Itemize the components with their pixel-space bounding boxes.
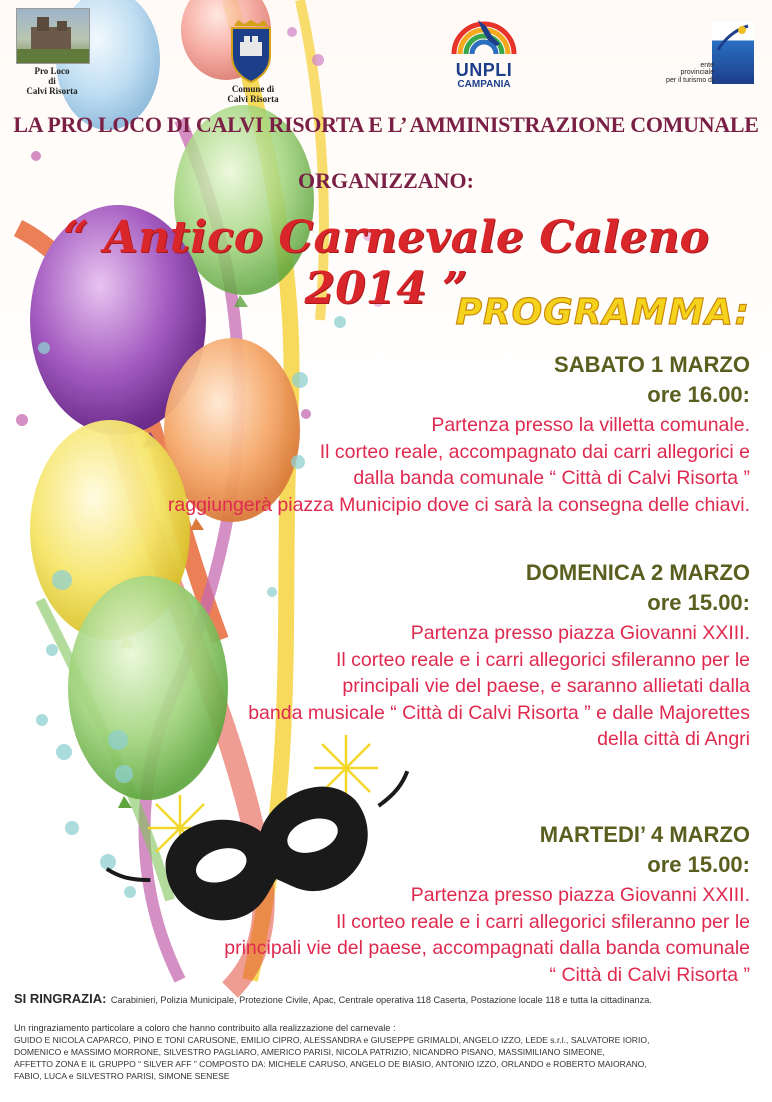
description-line: principali vie del paese, accompagnati dalla banda comunale bbox=[224, 937, 750, 959]
day-3-time: ore 15.00: bbox=[647, 852, 750, 877]
special-thanks-line: DOMENICO e MASSIMO MORRONE, SILVESTRO PAGLIARO, AMERICO PARISI, NICOLA PATRIZIO, NICANDRO PISANO, MASSIMILIANO SIMEONE, bbox=[14, 1047, 605, 1057]
special-thanks-line: FABIO, LUCA e SILVESTRO PARISI, SIMONE SENESE bbox=[14, 1071, 230, 1081]
description-line: dalla banda comunale “ Città di Calvi Risorta ” bbox=[353, 467, 750, 489]
comune-crest-logo bbox=[226, 20, 276, 84]
description-line: principali vie del paese, e saranno allietati dalla bbox=[342, 675, 750, 697]
day-3-description bbox=[224, 882, 750, 988]
description-line: Partenza presso piazza Giovanni XXIII. bbox=[410, 622, 750, 644]
description-line: raggiungerà piazza Municipio dove ci sarà la consegna delle chiavi. bbox=[167, 493, 750, 516]
ept-caption: ente provinciale per il turismo di Caserta bbox=[666, 62, 754, 85]
day-1-description bbox=[168, 412, 750, 518]
day-1-time: ore 16.00: bbox=[647, 382, 750, 407]
thanks-text: Carabinieri, Polizia Municipale, Protezione Civile, Apac, Centrale operativa 118 Caserta, Postazione locale 118 e tutta la cittadinanza. bbox=[110, 995, 652, 1005]
description-line: Il corteo reale, accompagnato dai carri allegorici e bbox=[319, 440, 750, 463]
thanks-label: SI RINGRAZIA: bbox=[14, 991, 107, 1006]
description-line: Partenza presso la villetta comunale. bbox=[431, 414, 750, 436]
day-2-date: DOMENICA 2 MARZO bbox=[525, 560, 750, 585]
organizzano-heading: ORGANIZZANO: bbox=[297, 168, 474, 193]
castle-icon bbox=[17, 9, 89, 63]
description-line: Il corteo reale e i carri allegorici sfileranno per le bbox=[335, 648, 750, 671]
unpli-region: CAMPANIA bbox=[457, 79, 511, 90]
special-thanks bbox=[14, 1022, 764, 1082]
unpli-logo bbox=[448, 12, 520, 92]
description-line: Partenza presso piazza Giovanni XXIII. bbox=[410, 884, 750, 906]
special-thanks-line: AFFETTO ZONA E IL GRUPPO “ SILVER AFF ” COMPOSTO DA: MICHELE CARUSO, ANGELO DE BIASIO, ANTONIO IZZO, ORLANDO e ROBERTO MAIORANO, bbox=[14, 1059, 647, 1069]
event-title: “ Antico Carnevale Caleno 2014 ” bbox=[63, 212, 709, 314]
description-line: “ Città di Calvi Risorta ” bbox=[549, 963, 750, 986]
comune-caption: Comune di Calvi Risorta bbox=[227, 84, 279, 104]
day-1-date: SABATO 1 MARZO bbox=[554, 352, 750, 377]
description-line: banda musicale “ Città di Calvi Risorta ” e dalle Majorettes bbox=[248, 701, 750, 724]
pro-loco-logo bbox=[16, 8, 90, 64]
pro-loco-caption: Pro Loco di Calvi Risorta bbox=[26, 66, 78, 96]
day-2-description bbox=[248, 620, 750, 753]
special-thanks-title: Un ringraziamento particolare a coloro che hanno contribuito alla realizzazione del carnevale : bbox=[14, 1023, 396, 1033]
description-line: Il corteo reale e i carri allegorici sfileranno per le bbox=[335, 910, 750, 933]
organizers-heading: LA PRO LOCO DI CALVI RISORTA E L’ AMMINISTRAZIONE COMUNALE bbox=[13, 112, 759, 137]
day-2-time: ore 15.00: bbox=[647, 590, 750, 615]
thanks-line bbox=[14, 990, 764, 1008]
description-line: della città di Angri bbox=[597, 728, 750, 750]
programma-label: PROGRAMMA: bbox=[455, 292, 750, 333]
unpli-wordmark: UNPLI bbox=[455, 60, 513, 80]
palace-icon bbox=[712, 22, 754, 52]
rainbow-italy-icon bbox=[448, 12, 520, 56]
special-thanks-line: GUIDO E NICOLA CAPARCO, PINO E TONI CARUSONE, EMILIO CIPRO, ALESSANDRA e GIUSEPPE GRIMALDI, ANGELO IZZO, LEDE s.r.l., SALVATORE IORIO, bbox=[14, 1035, 650, 1045]
day-3-date: MARTEDI’ 4 MARZO bbox=[539, 822, 750, 847]
crest-icon bbox=[226, 20, 276, 84]
